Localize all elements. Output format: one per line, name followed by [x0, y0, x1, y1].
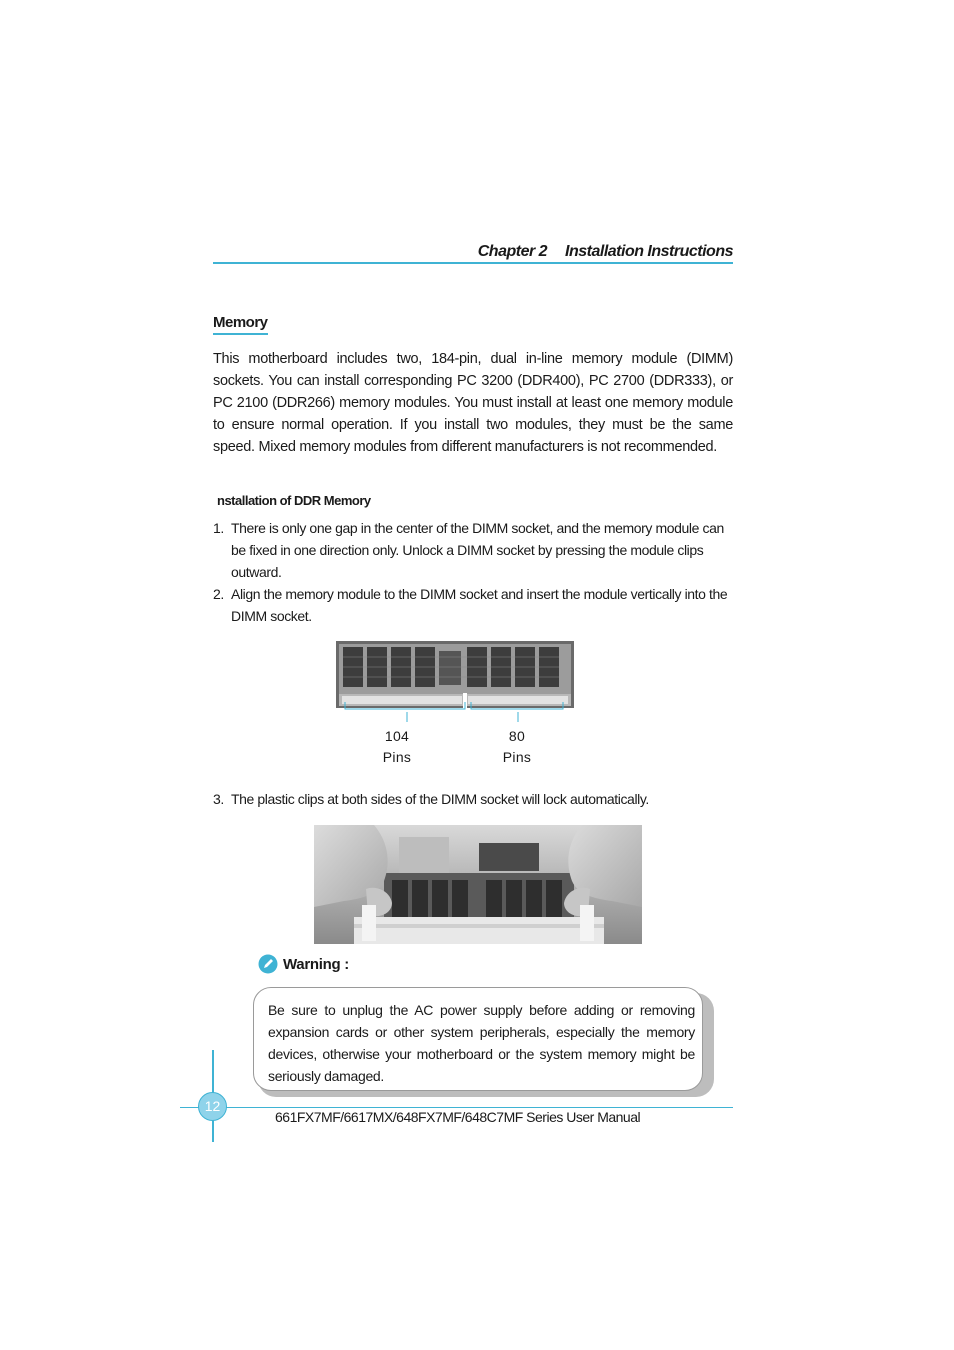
warning-heading	[258, 954, 349, 974]
memory-install-photo	[314, 825, 642, 944]
pencil-note-icon	[258, 954, 278, 974]
right-pin-label	[492, 726, 542, 768]
step-text: The plastic clips at both sides of the DIMM socket will lock automatically.	[231, 791, 649, 807]
warning-label: Warning :	[283, 955, 349, 973]
step-item	[213, 517, 733, 583]
dimm-module-image	[336, 641, 574, 708]
step-number: 3.	[213, 791, 224, 807]
footer-manual-title: 661FX7MF/6617MX/648FX7MF/648C7MF Series User Manual	[275, 1109, 641, 1125]
section-title: Memory	[213, 314, 268, 335]
left-pin-unit: Pins	[382, 749, 412, 765]
header-rule	[213, 262, 733, 264]
warning-text: Be sure to unplug the AC power supply before adding or removing expansion cards or other system peripherals, especially the memory devices, otherwise your motherboard or the system memory might be seriously damaged.	[268, 1002, 695, 1084]
footer-rule	[180, 1107, 733, 1108]
installation-steps	[213, 517, 733, 627]
step-number: 1.	[213, 520, 224, 536]
left-pin-label	[372, 726, 422, 768]
step-text: Align the memory module to the DIMM socket and insert the module vertically into the DIMM socket.	[231, 586, 728, 624]
header-title: Installation Instructions	[565, 243, 733, 260]
page-header	[213, 243, 733, 261]
step-number: 2.	[213, 586, 224, 602]
header-chapter: Chapter 2	[477, 243, 548, 260]
step-item	[213, 583, 733, 627]
right-pin-unit: Pins	[502, 749, 532, 765]
right-pin-count: 80	[508, 728, 526, 744]
installation-title: nstallation of DDR Memory	[217, 493, 371, 508]
left-pin-count: 104	[384, 728, 410, 744]
page-number-badge: 12	[198, 1092, 227, 1121]
intro-paragraph: This motherboard includes two, 184-pin, dual in-line memory module (DIMM) sockets. You can install corresponding PC 3200 (DDR400), PC 2700 (DDR333), or PC 2100 (DDR266) memory modules. You must install at least one memory module to ensure normal operation. If you install two modules, they must be the same speed. Mixed memory modules from different manufacturers is not recommended.	[213, 351, 733, 455]
pin-brackets	[336, 700, 574, 724]
step-item	[213, 788, 733, 810]
step-text: There is only one gap in the center of the DIMM socket, and the memory module can be fixed in one direction only. Unlock a DIMM socket by pressing the module clips outward.	[231, 520, 724, 580]
